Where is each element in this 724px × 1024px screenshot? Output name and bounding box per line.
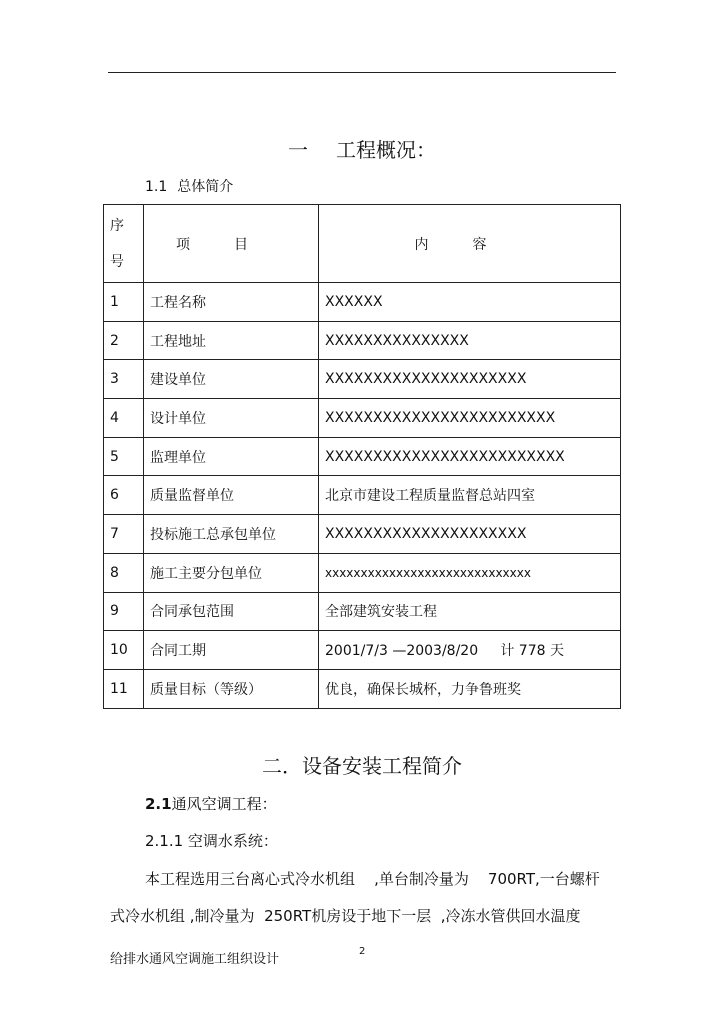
paragraph-line-1: 本工程选用三台离心式冷水机组 ,单台制冷量为 700RT,一台螺杆 (145, 870, 600, 888)
section-2-heading: 二．设备安装工程简介 (262, 754, 462, 778)
header-serial: 序 号 (104, 205, 144, 283)
subsection-2-1-1: 2.1.1 空调水系统： (145, 832, 278, 850)
header-content: 内容 (319, 205, 621, 283)
subsection-number: 1.1 (145, 179, 168, 195)
table-row: 7 投标施工总承包单位 XXXXXXXXXXXXXXXXXXXXX (104, 515, 621, 554)
table-row: 11 质量目标（等级） 优良，确保长城杯，力争鲁班奖 (104, 669, 621, 708)
section-1-title: 工程概况： (336, 138, 436, 162)
subsection-2-1: 2.1通风空调工程： (145, 795, 277, 813)
footer-title: 给排水通风空调施工组织设计 (110, 952, 280, 967)
section-1-heading (0, 134, 724, 163)
table-row: 1 工程名称 XXXXXX (104, 283, 621, 322)
subsection-heading (145, 176, 233, 196)
project-overview-table (103, 204, 621, 709)
table-header-row (104, 205, 621, 283)
header-item: 项目 (144, 205, 319, 283)
table-row: 6 质量监督单位 北京市建设工程质量监督总站四室 (104, 476, 621, 515)
table-row: 8 施工主要分包单位 xxxxxxxxxxxxxxxxxxxxxxxxxxxxx (104, 553, 621, 592)
header-rule (108, 72, 616, 73)
table-row: 10 合同工期 2001/7/3 —2003/8/20 计 778 天 (104, 631, 621, 670)
subsection-title: 总体简介 (177, 179, 234, 195)
page-number: 2 (359, 946, 366, 957)
table-row: 2 工程地址 XXXXXXXXXXXXXXX (104, 321, 621, 360)
table-row: 4 设计单位 XXXXXXXXXXXXXXXXXXXXXXXX (104, 399, 621, 438)
paragraph-line-2: 式冷水机组 ,制冷量为 250RT机房设于地下一层 ,冷冻水管供回水温度 (110, 907, 581, 925)
section-1-number: 一 (288, 138, 308, 162)
table-row: 5 监理单位 XXXXXXXXXXXXXXXXXXXXXXXXX (104, 437, 621, 476)
table-row: 3 建设单位 XXXXXXXXXXXXXXXXXXXXX (104, 360, 621, 399)
table-row: 9 合同承包范围 全部建筑安装工程 (104, 592, 621, 631)
